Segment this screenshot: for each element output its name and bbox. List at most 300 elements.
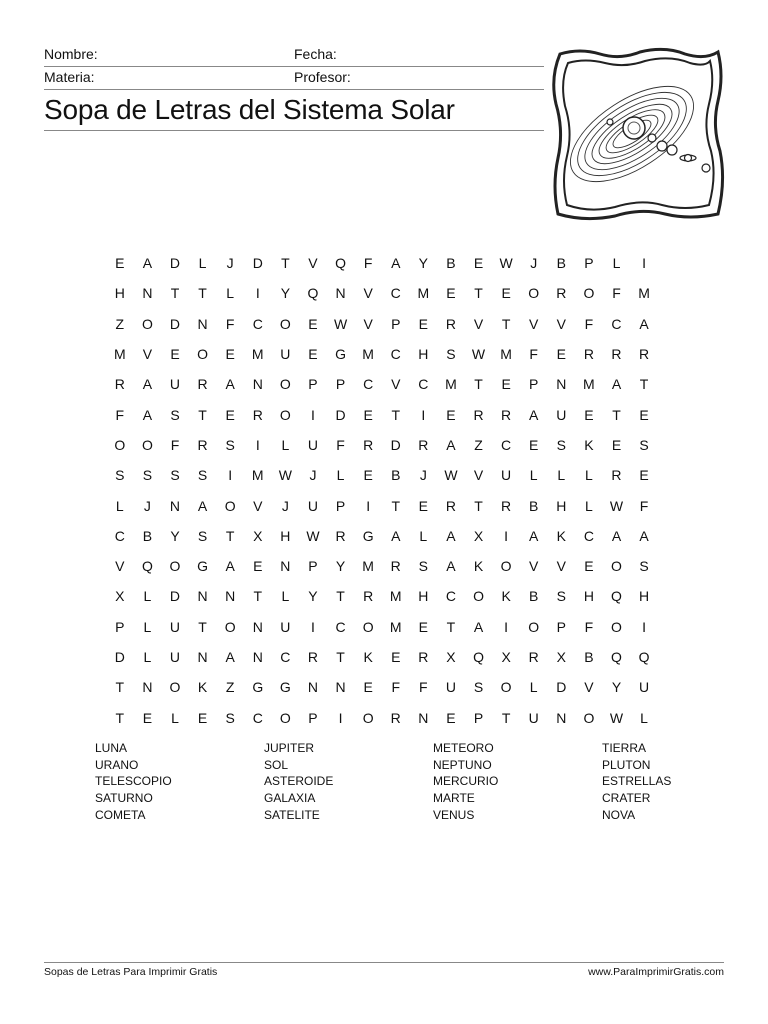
- grid-letter: P: [335, 497, 346, 514]
- grid-letter: L: [143, 649, 152, 665]
- grid-letter: E: [363, 406, 373, 423]
- grid-row: [106, 369, 658, 399]
- grid-letter: G: [362, 527, 374, 544]
- grid-letter: N: [142, 285, 153, 302]
- word-item: VENUS: [433, 807, 475, 822]
- grid-letter: P: [115, 618, 125, 635]
- grid-letter: N: [197, 315, 208, 332]
- grid-letter: B: [142, 527, 153, 544]
- grid-letter: C: [501, 436, 512, 453]
- grid-letter: A: [611, 527, 622, 544]
- grid-letter: R: [197, 436, 208, 453]
- grid-letter: T: [198, 285, 207, 302]
- grid-letter: I: [504, 527, 509, 544]
- grid-letter: P: [529, 376, 539, 393]
- grid-letter: S: [142, 467, 153, 484]
- grid-letter: A: [197, 497, 208, 514]
- grid-letter: V: [363, 285, 373, 302]
- grid-row: [106, 521, 658, 551]
- grid-letter: I: [311, 618, 315, 635]
- grid-letter: Y: [418, 255, 428, 272]
- word-item: MERCURIO: [433, 774, 499, 789]
- grid-letter: I: [228, 467, 233, 484]
- grid-letter: N: [335, 285, 346, 302]
- word-item: MARTE: [433, 791, 475, 806]
- grid-row: [106, 430, 658, 460]
- word-column: [95, 740, 172, 824]
- grid-letter: F: [363, 255, 373, 272]
- grid-letter: V: [115, 558, 125, 575]
- grid-letter: R: [363, 436, 374, 453]
- grid-letter: I: [642, 255, 647, 272]
- grid-letter: T: [391, 497, 401, 514]
- grid-row: [106, 642, 658, 672]
- grid-letter: O: [583, 285, 595, 302]
- grid-letter: R: [583, 346, 594, 363]
- grid-letter: F: [225, 315, 235, 332]
- grid-letter: L: [529, 679, 538, 696]
- grid-letter: O: [141, 315, 153, 332]
- word-item: NEPTUNO: [433, 757, 492, 772]
- grid-letter: S: [197, 527, 208, 544]
- grid-letter: T: [639, 376, 649, 393]
- grid-letter: V: [253, 497, 263, 514]
- grid-letter: Q: [473, 649, 484, 665]
- grid-letter: E: [363, 679, 373, 696]
- grid-letter: I: [255, 285, 260, 302]
- grid-letter: A: [639, 527, 649, 544]
- grid-letter: N: [280, 558, 291, 575]
- grid-letter: R: [639, 346, 650, 363]
- grid-letter: I: [338, 709, 343, 726]
- word-item: LUNA: [95, 741, 128, 755]
- grid-letter: O: [528, 285, 540, 302]
- grid-letter: F: [529, 346, 538, 363]
- grid-letter: R: [445, 315, 456, 332]
- grid-letter: L: [281, 588, 290, 605]
- grid-letter: K: [363, 649, 373, 665]
- grid-letter: S: [473, 679, 484, 696]
- grid-letter: A: [639, 315, 649, 332]
- word-item: ESTRELLAS: [602, 774, 672, 789]
- grid-letter: A: [142, 406, 153, 423]
- grid-letter: O: [141, 436, 153, 453]
- grid-letter: Q: [307, 285, 319, 302]
- grid-letter: O: [279, 315, 291, 332]
- grid-letter: D: [114, 649, 125, 665]
- page-title: Sopa de Letras del Sistema Solar: [44, 94, 455, 125]
- grid-letter: V: [473, 467, 484, 484]
- grid-letter: S: [170, 467, 180, 484]
- grid-letter: H: [280, 527, 291, 544]
- grid-letter: V: [391, 376, 401, 393]
- grid-letter: J: [226, 255, 234, 272]
- grid-letter: B: [584, 649, 594, 665]
- grid-letter: B: [556, 255, 566, 272]
- profesor-label: Profesor:: [294, 69, 351, 85]
- grid-letter: S: [556, 588, 566, 605]
- letter-grid: [106, 248, 658, 733]
- grid-letter: I: [421, 406, 426, 423]
- grid-letter: X: [253, 527, 263, 544]
- grid-row: [106, 399, 658, 429]
- grid-letter: E: [391, 649, 401, 665]
- grid-letter: M: [583, 376, 595, 393]
- grid-letter: W: [609, 497, 624, 514]
- grid-letter: W: [278, 467, 292, 484]
- grid-letter: A: [473, 618, 484, 635]
- word-item: JUPITER: [264, 741, 315, 755]
- grid-letter: F: [612, 285, 621, 302]
- header-row-1: [44, 44, 544, 67]
- grid-letter: U: [169, 618, 181, 635]
- grid-letter: N: [335, 679, 346, 696]
- grid-letter: T: [336, 588, 345, 605]
- word-item: SATELITE: [264, 807, 320, 822]
- grid-letter: D: [390, 436, 401, 453]
- grid-letter: L: [143, 588, 152, 605]
- grid-letter: P: [556, 618, 566, 635]
- grid-letter: L: [143, 618, 152, 635]
- grid-letter: E: [170, 346, 180, 363]
- grid-letter: M: [417, 285, 430, 302]
- grid-letter: U: [307, 436, 319, 453]
- grid-letter: C: [363, 376, 374, 393]
- grid-letter: O: [611, 558, 622, 575]
- grid-letter: C: [335, 618, 346, 635]
- grid-letter: R: [528, 649, 539, 665]
- grid-letter: S: [170, 406, 180, 423]
- grid-letter: F: [391, 679, 401, 696]
- grid-letter: J: [309, 467, 317, 484]
- grid-letter: R: [363, 588, 374, 605]
- grid-letter: A: [142, 255, 153, 272]
- grid-letter: N: [556, 709, 567, 726]
- grid-letter: H: [639, 588, 650, 605]
- grid-letter: N: [142, 679, 153, 696]
- grid-letter: E: [556, 346, 566, 363]
- grid-letter: E: [418, 315, 428, 332]
- grid-letter: F: [639, 497, 649, 514]
- grid-letter: G: [252, 679, 264, 696]
- grid-letter: R: [335, 527, 346, 544]
- grid-letter: L: [584, 497, 593, 514]
- grid-letter: W: [444, 467, 458, 484]
- grid-letter: W: [499, 255, 513, 272]
- grid-letter: E: [584, 558, 594, 575]
- grid-letter: D: [169, 315, 181, 332]
- worksheet-header: [44, 44, 544, 131]
- grid-letter: T: [115, 709, 125, 726]
- word-item: PLUTON: [602, 757, 651, 772]
- grid-letter: Q: [611, 649, 622, 665]
- grid-letter: O: [279, 406, 291, 423]
- grid-letter: R: [418, 436, 429, 453]
- grid-row: [106, 702, 658, 732]
- grid-letter: I: [311, 406, 315, 423]
- grid-letter: O: [279, 709, 291, 726]
- grid-letter: R: [390, 558, 401, 575]
- grid-letter: T: [336, 649, 345, 665]
- grid-letter: G: [335, 346, 346, 363]
- grid-letter: W: [306, 527, 320, 544]
- grid-letter: Y: [611, 679, 622, 696]
- grid-letter: I: [504, 618, 509, 635]
- word-item: TELESCOPIO: [95, 774, 172, 789]
- grid-letter: A: [225, 558, 235, 575]
- grid-letter: S: [446, 346, 456, 363]
- grid-letter: E: [225, 406, 235, 423]
- grid-letter: P: [584, 255, 594, 272]
- word-item: NOVA: [602, 807, 636, 822]
- grid-letter: E: [446, 406, 456, 423]
- grid-letter: A: [391, 527, 401, 544]
- materia-label: Materia:: [44, 69, 95, 85]
- grid-letter: R: [501, 406, 512, 423]
- grid-letter: O: [169, 679, 181, 696]
- grid-letter: U: [169, 649, 181, 665]
- grid-letter: O: [611, 618, 622, 635]
- grid-letter: B: [446, 255, 456, 272]
- word-item: SATURNO: [95, 791, 153, 806]
- word-item: GALAXIA: [264, 791, 316, 806]
- grid-letter: V: [529, 315, 539, 332]
- grid-letter: K: [584, 436, 594, 453]
- grid-letter: E: [253, 558, 263, 575]
- grid-letter: F: [584, 618, 594, 635]
- grid-letter: I: [255, 436, 260, 453]
- grid-letter: C: [252, 709, 263, 726]
- footer: [44, 962, 724, 978]
- grid-letter: U: [445, 679, 456, 696]
- grid-letter: M: [251, 467, 264, 484]
- grid-letter: A: [225, 376, 235, 393]
- grid-letter: W: [471, 346, 486, 363]
- grid-letter: E: [529, 436, 539, 453]
- grid-letter: E: [501, 376, 511, 393]
- grid-letter: T: [446, 618, 456, 635]
- grid-letter: Y: [335, 558, 346, 575]
- grid-letter: X: [473, 527, 484, 544]
- grid-letter: W: [333, 315, 348, 332]
- grid-letter: Z: [115, 315, 125, 332]
- grid-letter: E: [225, 346, 235, 363]
- grid-letter: N: [556, 376, 567, 393]
- grid-letter: E: [446, 285, 456, 302]
- grid-letter: N: [169, 497, 181, 514]
- word-item: ASTEROIDE: [264, 774, 334, 789]
- title-row: [44, 90, 544, 131]
- grid-row: [106, 551, 658, 581]
- grid-letter: S: [225, 436, 235, 453]
- grid-letter: A: [529, 527, 539, 544]
- grid-letter: P: [391, 315, 401, 332]
- grid-letter: K: [556, 527, 566, 544]
- grid-letter: X: [115, 588, 125, 605]
- grid-letter: T: [198, 406, 207, 423]
- grid-letter: L: [336, 467, 345, 484]
- grid-letter: B: [529, 588, 539, 605]
- grid-letter: S: [639, 436, 649, 453]
- grid-letter: P: [335, 376, 346, 393]
- grid-letter: M: [638, 285, 650, 302]
- word-column: [433, 740, 498, 824]
- grid-letter: A: [446, 527, 456, 544]
- grid-letter: M: [362, 558, 374, 575]
- grid-letter: B: [529, 497, 539, 514]
- grid-letter: R: [418, 649, 429, 665]
- grid-letter: U: [169, 376, 181, 393]
- word-column: [264, 740, 333, 824]
- grid-letter: A: [529, 406, 539, 423]
- grid-letter: R: [556, 285, 567, 302]
- grid-letter: D: [335, 406, 346, 423]
- grid-letter: L: [171, 709, 179, 726]
- grid-letter: K: [197, 679, 208, 696]
- grid-letter: T: [170, 285, 180, 302]
- grid-letter: O: [279, 376, 291, 393]
- grid-letter: E: [418, 618, 428, 635]
- grid-letter: V: [473, 315, 484, 332]
- grid-letter: P: [308, 558, 318, 575]
- grid-letter: H: [418, 588, 429, 605]
- grid-letter: F: [170, 436, 180, 453]
- grid-letter: V: [363, 315, 373, 332]
- grid-letter: A: [142, 376, 153, 393]
- grid-letter: E: [308, 346, 318, 363]
- grid-letter: J: [143, 497, 151, 514]
- grid-letter: F: [584, 315, 594, 332]
- grid-letter: C: [611, 315, 622, 332]
- grid-letter: X: [501, 649, 511, 665]
- grid-letter: F: [336, 436, 345, 453]
- grid-letter: T: [281, 255, 290, 272]
- grid-letter: J: [281, 497, 289, 514]
- grid-letter: T: [612, 406, 621, 423]
- grid-letter: I: [642, 618, 647, 635]
- grid-row: [106, 339, 658, 369]
- grid-letter: Z: [474, 436, 483, 453]
- grid-letter: L: [198, 255, 207, 272]
- grid-letter: N: [307, 679, 319, 696]
- grid-letter: M: [362, 346, 374, 363]
- grid-letter: F: [115, 406, 125, 423]
- grid-letter: M: [251, 346, 264, 363]
- grid-letter: R: [390, 709, 401, 726]
- grid-letter: G: [197, 558, 209, 575]
- grid-letter: R: [501, 497, 512, 514]
- grid-letter: E: [639, 467, 649, 484]
- grid-letter: C: [280, 649, 291, 665]
- grid-letter: E: [611, 436, 622, 453]
- grid-letter: I: [366, 497, 371, 514]
- grid-letter: T: [474, 376, 483, 393]
- grid-letter: E: [363, 467, 373, 484]
- grid-letter: T: [501, 315, 511, 332]
- grid-letter: E: [501, 285, 511, 302]
- grid-letter: N: [197, 588, 208, 605]
- grid-letter: K: [501, 588, 511, 605]
- grid-letter: C: [390, 346, 401, 363]
- grid-letter: L: [281, 436, 290, 453]
- grid-letter: M: [113, 346, 126, 363]
- grid-letter: R: [611, 346, 622, 363]
- grid-letter: N: [418, 709, 429, 726]
- grid-letter: X: [446, 649, 456, 665]
- grid-letter: J: [530, 255, 538, 272]
- grid-letter: O: [500, 558, 512, 575]
- grid-letter: R: [473, 406, 484, 423]
- grid-letter: L: [115, 497, 124, 514]
- grid-letter: E: [446, 709, 456, 726]
- grid-letter: U: [528, 709, 539, 726]
- grid-letter: N: [197, 649, 208, 665]
- word-item: URANO: [95, 757, 139, 772]
- grid-letter: R: [252, 406, 263, 423]
- grid-letter: E: [142, 709, 153, 726]
- grid-letter: A: [446, 436, 456, 453]
- grid-letter: R: [307, 649, 319, 665]
- grid-letter: Y: [308, 588, 318, 605]
- grid-letter: U: [556, 406, 567, 423]
- grid-letter: Q: [335, 255, 346, 272]
- grid-letter: O: [114, 436, 126, 453]
- grid-letter: Q: [611, 588, 622, 605]
- grid-letter: T: [474, 497, 483, 514]
- grid-letter: G: [279, 679, 291, 696]
- grid-letter: C: [252, 315, 263, 332]
- grid-letter: A: [611, 376, 622, 393]
- grid-letter: O: [473, 588, 484, 605]
- grid-letter: P: [473, 709, 484, 726]
- grid-letter: U: [639, 679, 650, 696]
- grid-row: [106, 460, 658, 490]
- grid-letter: O: [169, 558, 181, 575]
- grid-letter: H: [418, 346, 429, 363]
- word-item: COMETA: [95, 807, 146, 822]
- grid-letter: V: [529, 558, 539, 575]
- grid-letter: S: [418, 558, 428, 575]
- solar-system-icon: [550, 46, 726, 222]
- grid-letter: W: [609, 709, 624, 726]
- footer-left-text: Sopas de Letras Para Imprimir Gratis: [44, 966, 218, 978]
- grid-letter: C: [583, 527, 594, 544]
- grid-letter: L: [612, 255, 621, 272]
- grid-letter: T: [474, 285, 483, 302]
- grid-row: [106, 581, 658, 611]
- grid-letter: N: [252, 376, 263, 393]
- grid-letter: X: [556, 649, 566, 665]
- grid-letter: U: [307, 497, 319, 514]
- grid-letter: E: [115, 255, 125, 272]
- grid-letter: R: [114, 376, 125, 393]
- footer-url: www.ParaImprimirGratis.com: [588, 966, 724, 978]
- grid-letter: M: [445, 376, 457, 393]
- grid-letter: N: [225, 588, 236, 605]
- word-item: TIERRA: [602, 741, 647, 755]
- grid-letter: E: [639, 406, 649, 423]
- grid-letter: T: [391, 406, 401, 423]
- grid-letter: Z: [225, 679, 235, 696]
- grid-letter: C: [418, 376, 429, 393]
- grid-letter: T: [115, 679, 125, 696]
- grid-row: [106, 248, 658, 278]
- grid-letter: V: [142, 346, 153, 363]
- grid-letter: V: [556, 315, 566, 332]
- grid-letter: L: [584, 467, 593, 484]
- grid-letter: H: [556, 497, 567, 514]
- grid-letter: F: [419, 679, 428, 696]
